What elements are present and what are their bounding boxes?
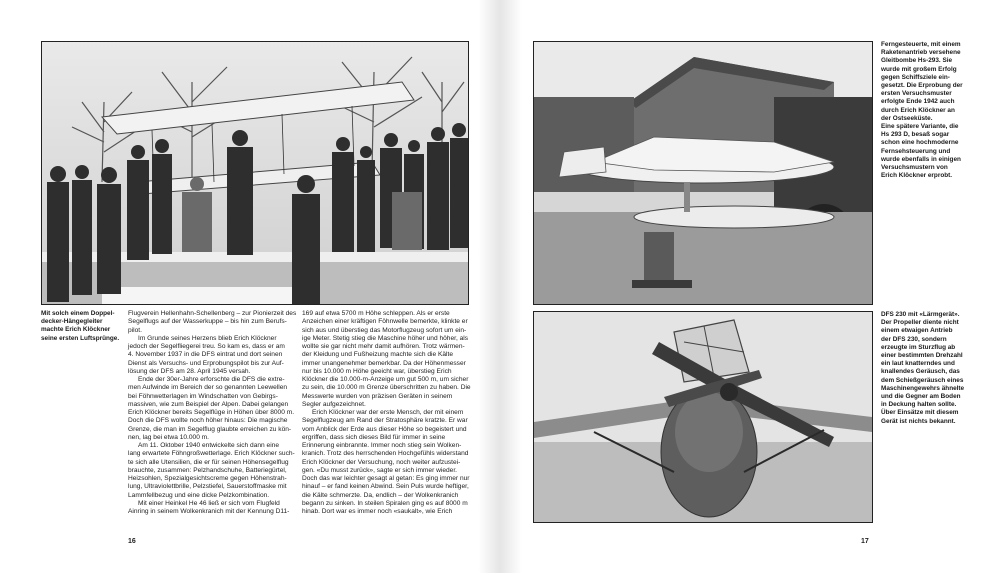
body-text-line: Erinnerung einbrannte. Immer noch stieg sein Wolken- — [302, 442, 462, 449]
body-text-line: lang erwartete Föhngroßwetterlage. Erich Klöckner such- — [128, 450, 295, 458]
caption-line: knallendes Geräusch, das — [881, 368, 960, 376]
body-text-line: pilot. — [128, 326, 142, 334]
caption-line: wurde mit großem Erfolg — [881, 65, 957, 73]
caption-line: einem etwaigen Antrieb — [881, 327, 953, 335]
caption-line: Fernsehsteuerung und — [881, 147, 951, 155]
body-text-line: Im Grunde seines Herzens blieb Erich Klöckner — [138, 334, 277, 342]
photo-illustration — [534, 42, 872, 304]
caption-line: Der Propeller diente nicht — [881, 319, 959, 327]
caption-line: Hs 293 D, besaß sogar — [881, 131, 950, 139]
body-text-line: Mit einer Heinkel He 46 ließ er sich vom Flugfeld — [138, 499, 280, 507]
caption-line: erfolgte Ende 1942 auch — [881, 98, 955, 106]
body-text-line: Ende der 30er-Jahre erforschte die DFS die extre- — [138, 376, 285, 383]
caption-line: ersten Versuchsmuster — [881, 90, 952, 98]
caption-line: Ferngesteuerte, mit einem — [881, 41, 961, 48]
caption-line: einer bestimmten Drehzahl — [881, 352, 963, 360]
gutter-shadow — [500, 0, 522, 573]
body-text-line: Segler aufgezeichnet. — [302, 400, 366, 408]
caption-line: Versuchsmustern von — [881, 164, 948, 172]
body-text-line: der Kleidung und Fußheizung machte sich die Kälte — [302, 351, 454, 359]
photo-illustration — [534, 312, 872, 522]
caption-line: schon eine hochmoderne — [881, 139, 959, 147]
dfs230-caption — [881, 311, 991, 426]
caption-line: Raketenantrieb versehene — [881, 49, 961, 57]
body-text-line: nen, lag bei etwa 10.000 m. — [128, 433, 210, 441]
body-text-line: hinab. Dort war es immer noch «saukalt», wie Erich — [302, 508, 453, 515]
body-text-line: 4. November 1937 in die DFS eintrat und dort seinen — [128, 351, 283, 359]
body-text-line: Erich Klöckner war der erste Mensch, der mit einem — [312, 409, 464, 416]
caption-line: der Ostseeküste. — [881, 114, 933, 122]
caption-line: dem Schießgeräusch eines — [881, 376, 964, 384]
body-text-line: men Aufwinde im Bereich der so genannten Leewellen — [128, 384, 288, 392]
caption-line: DFS 230 mit «Lärmgerät». — [881, 311, 960, 318]
gutter-shadow — [478, 0, 500, 573]
body-text-line: Doch das war leichter gesagt al getan: Es ging immer nur — [302, 475, 470, 482]
caption-line: decker-Hängegleiter — [41, 318, 103, 326]
caption-line: ein laut knatterndes und — [881, 360, 955, 368]
body-text-line: vom Anblick der Erde aus dieser Höhe so begeistert und — [302, 425, 467, 433]
page-number-right: 17 — [861, 538, 869, 545]
body-text-line: Doch die DFS wollte noch höher hinaus: Die magische — [128, 417, 288, 425]
body-text-line: sich aus und überstieg das Motorflugzeug sofort um ein- — [302, 326, 467, 334]
body-text-line: lösung der DFS am 28. April 1945 versah. — [128, 367, 251, 375]
body-text-line: Messwerte wurden von präzisen Geräten in seinem — [302, 392, 453, 400]
body-text-column-1 — [128, 310, 297, 516]
body-text-line: lung, Ultraviolettbrille, Pelzstiefel, Sauerstoffmaske mit — [128, 483, 287, 491]
body-text-line: Dienst als Versuchs- und Erprobungspilot bis zur Auf- — [128, 359, 284, 367]
body-text-line: te sich alle Utensilien, die er für seinen Höhensegelflug — [128, 458, 289, 466]
body-text-line: kranich. Trotz des herrschenden Hochgefühls widerstand — [302, 450, 469, 458]
caption-line: gesetzt. Die Erprobung der — [881, 82, 963, 90]
body-text-line: brauchte, zusammen: Pelzhandschuhe, Batteriegürtel, — [128, 466, 287, 474]
body-text-line: gen. «Du musst zurück», sagte er sich immer wieder. — [302, 466, 458, 474]
body-text-line: Grenze, die man im Segelflug glaubte erreichen zu kön- — [128, 425, 292, 433]
photo-illustration — [42, 42, 468, 304]
body-text-line: Flugverein Hellenhahn-Schellenberg – zur Pionierzeit des — [128, 310, 297, 317]
caption-line: der DFS 230, sondern — [881, 335, 947, 343]
body-text-line: Erich Klöckner bereits Segelflüge in Höhen über 8000 m. — [128, 409, 295, 416]
body-text-line: Lammfellbezug und eine dicke Pelzkombination. — [128, 491, 270, 499]
body-text-column-2 — [302, 310, 469, 516]
body-text-line: ige Meter. Stetig stieg die Maschine höher und höher, als — [302, 334, 469, 342]
body-text-line: zu sein, die 10.000 m Grenze überschritten zu haben. Die — [302, 384, 471, 392]
body-text-line: Segelflugs auf der Wasserkuppe – bis hin zum Berufs- — [128, 318, 287, 326]
caption-line: machte Erich Klöckner — [41, 326, 111, 334]
body-text-line: jedoch der Segelfliegerei treu. So kam es, dass er am — [128, 343, 285, 350]
body-text-line: Erich Klöckner der Versuchung, noch weiter aufzustei- — [302, 458, 461, 466]
caption-line: Eine spätere Variante, die — [881, 123, 959, 131]
page-number-left: 16 — [128, 538, 136, 545]
body-text-line: begann zu sinken. In steilen Spiralen ging es auf 8000 m — [302, 499, 468, 507]
glider-spectators-photo — [41, 41, 469, 305]
caption-line: wurde ebenfalls in einigen — [881, 155, 961, 163]
caption-line: Erich Klöckner erprobt. — [881, 172, 953, 180]
body-text-line: die Kälte schmerzte. Da, endlich – der Wolkenkranich — [302, 491, 459, 499]
caption-line: Mit solch einem Doppel- — [41, 310, 115, 317]
dfs230-propeller-glider-photo — [533, 311, 873, 523]
body-text-line: ergriffen, dass sich dieses Bild für immer in seine — [302, 433, 446, 441]
body-text-line: Klöckner die 10.000-m-Anzeige um gut 500 m, um sicher — [302, 376, 469, 383]
caption-line: Maschinengewehrs ähnelte — [881, 384, 965, 392]
body-text-line: Heizsohlen, Spezialgesichtscreme gegen Höhenstrah- — [128, 475, 287, 482]
caption-line: und die Gegner am Boden — [881, 393, 961, 401]
body-text-line: hinauf – er fand keinen Abwind. Sein Puls wurde heftiger, — [302, 483, 469, 491]
caption-line: durch Erich Klöckner an — [881, 106, 955, 114]
body-text-line: nur bis 10.000 m Höhe geeicht war, überstieg Erich — [302, 367, 452, 375]
body-text-line: wollte sie gar nicht mehr damit aufhören. Trotz wärmen- — [302, 343, 465, 350]
right-page — [500, 0, 1000, 573]
body-text-line: 169 auf etwa 5700 m Höhe schleppen. Als er erste — [302, 310, 450, 317]
caption-line: Über Einsätze mit diesem — [881, 409, 959, 417]
hs293-caption — [881, 41, 991, 180]
body-text-line: Am 11. Oktober 1940 entwickelte sich dann eine — [138, 442, 279, 449]
caption-line: gegen Schiffsziele ein- — [881, 73, 950, 81]
body-text-line: Anzeichen einer kräftigen Föhnwelle bemerkte, klinkte er — [302, 318, 468, 326]
body-text-line: massiven, wie zum Beispiel der Alpen. Dabei gelangen — [128, 400, 289, 408]
caption-line: Gleitbombe Hs-293. Sie — [881, 57, 953, 65]
body-text-line: Ainring in seinem Wolkenkranich mit der Kennung D11- — [128, 508, 290, 515]
body-text-line: immer unangenehmer bemerkbar. Da der Höhenmesser — [302, 359, 466, 367]
caption-line: in Deckung halten sollte. — [881, 401, 957, 409]
body-text-line: bei Föhnwetterlagen im Windschatten von Gebirgs- — [128, 392, 278, 400]
caption-line: Gerät ist nichts bekannt. — [881, 417, 956, 425]
body-text-line: Segelflugzeug am Rand der Stratosphäre kratzte. Er war — [302, 417, 468, 425]
left-photo-caption — [41, 310, 119, 343]
caption-line: seine ersten Luftsprünge. — [41, 334, 120, 342]
hs293-glide-bomb-photo — [533, 41, 873, 305]
caption-line: erzeugte im Sturzflug ab — [881, 343, 956, 351]
